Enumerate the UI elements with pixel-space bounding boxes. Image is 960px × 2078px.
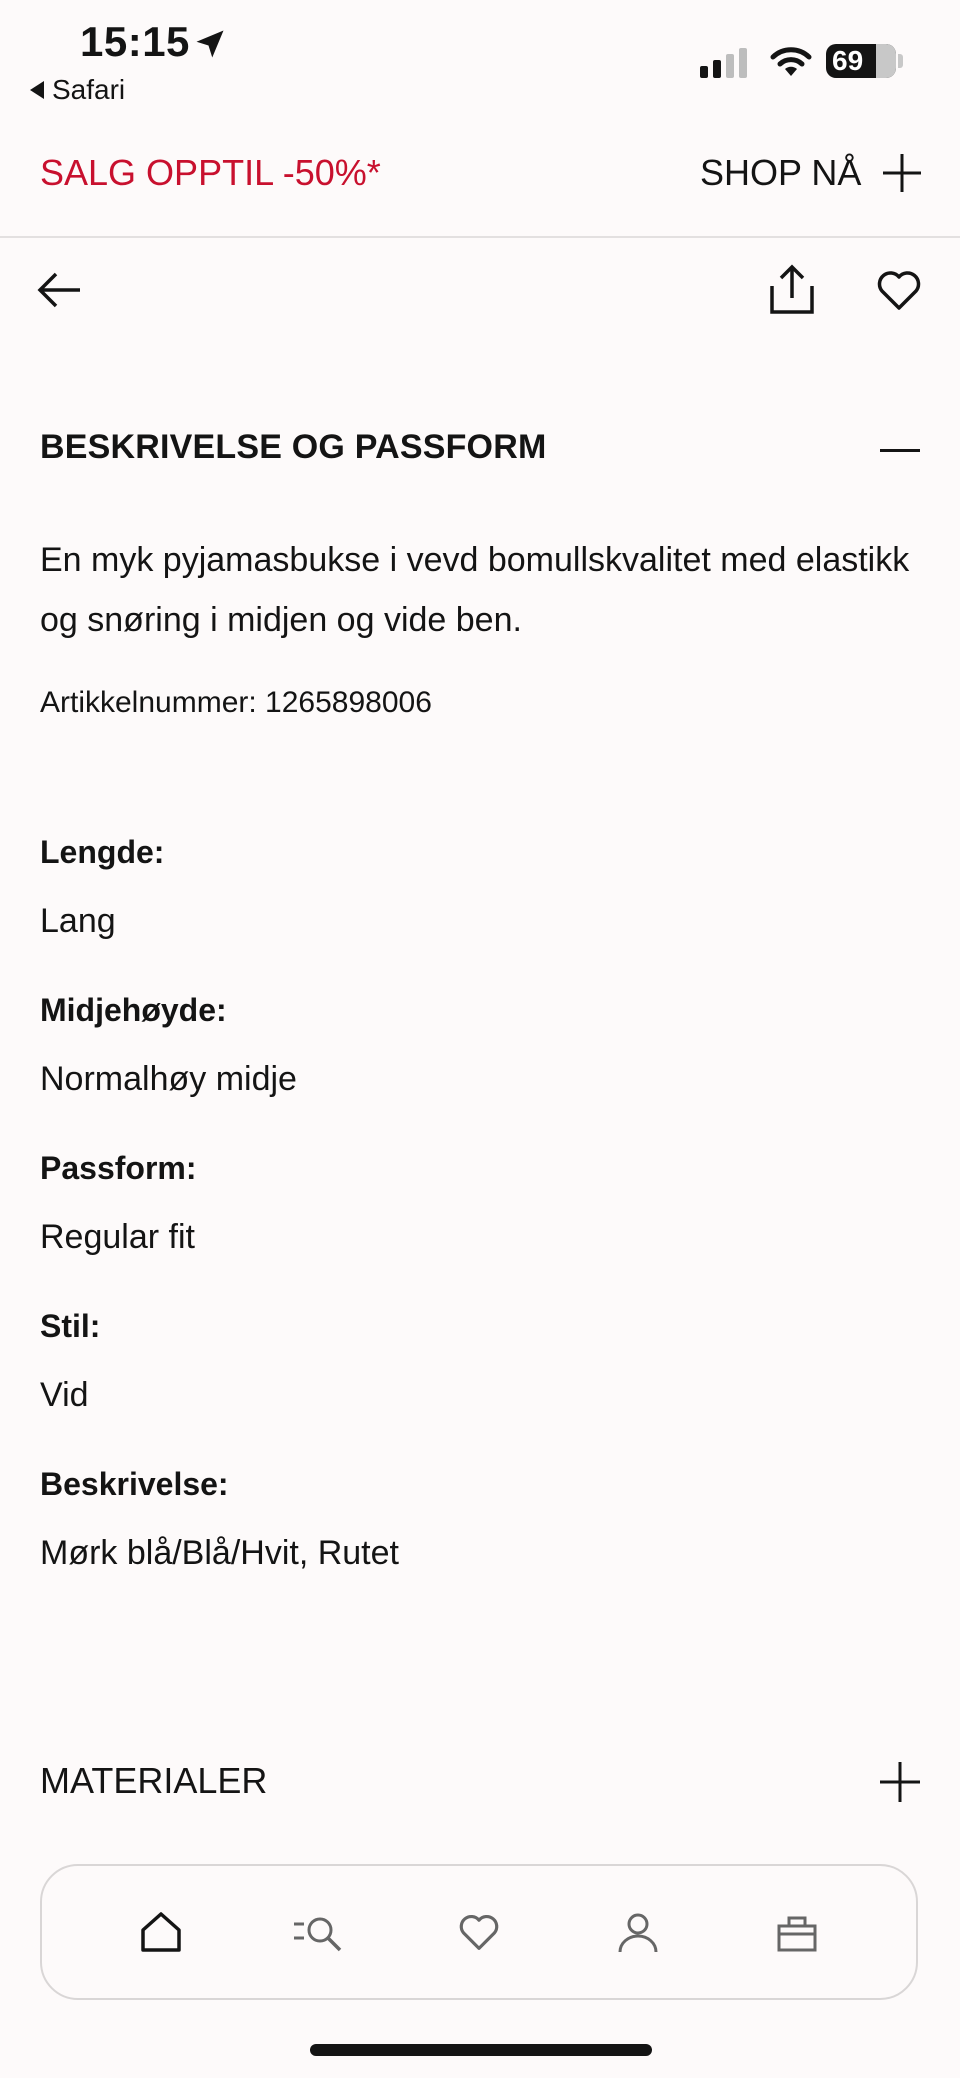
back-to-app-link[interactable] bbox=[30, 74, 125, 106]
tab-bag[interactable] bbox=[767, 1902, 827, 1962]
attribute-label-style: Stil: bbox=[40, 1308, 101, 1344]
attribute-value-fit: Regular fit bbox=[40, 1218, 195, 1256]
tab-search[interactable] bbox=[290, 1902, 350, 1962]
plus-icon bbox=[881, 152, 923, 194]
favorite-heart-icon[interactable] bbox=[876, 268, 922, 312]
attribute-label-length: Lengde: bbox=[40, 834, 165, 870]
attribute-value-length: Lang bbox=[40, 902, 116, 940]
article-number: Artikkelnummer: 1265898006 bbox=[40, 686, 432, 719]
bottom-tab-bar bbox=[40, 1864, 918, 2000]
back-triangle-icon bbox=[30, 81, 44, 99]
back-arrow-icon[interactable] bbox=[36, 266, 84, 314]
tab-favorites[interactable] bbox=[449, 1902, 509, 1962]
tab-home[interactable] bbox=[131, 1902, 191, 1962]
battery-nub bbox=[898, 54, 903, 68]
wifi-icon bbox=[768, 44, 814, 78]
battery-level: 69 bbox=[832, 45, 864, 76]
attribute-value-waist: Normalhøy midje bbox=[40, 1060, 297, 1098]
status-time: 15:15 bbox=[80, 18, 190, 65]
home-icon bbox=[139, 1910, 183, 1954]
shop-now-label: SHOP NÅ bbox=[700, 152, 862, 193]
shop-now-button[interactable] bbox=[700, 152, 923, 194]
attribute-value-style: Vid bbox=[40, 1376, 89, 1414]
tab-account[interactable] bbox=[608, 1902, 668, 1962]
header-divider bbox=[0, 236, 960, 238]
sale-banner-text[interactable]: SALG OPPTIL -50%* bbox=[40, 152, 381, 193]
location-arrow-icon bbox=[192, 26, 228, 62]
attribute-label-description: Beskrivelse: bbox=[40, 1466, 229, 1502]
materials-section-title[interactable]: MATERIALER bbox=[40, 1760, 268, 1801]
attribute-value-description: Mørk blå/Blå/Hvit, Rutet bbox=[40, 1534, 399, 1572]
back-app-label: Safari bbox=[52, 74, 126, 105]
section-title: BESKRIVELSE OG PASSFORM bbox=[40, 428, 547, 466]
attribute-label-waist: Midjehøyde: bbox=[40, 992, 227, 1028]
account-icon bbox=[616, 1910, 660, 1954]
bag-icon bbox=[775, 1910, 819, 1954]
product-description: En myk pyjamasbukse i vevd bomullskvalitet med elastikk og snøring i midjen og vide ben. bbox=[40, 541, 910, 639]
collapse-minus-icon[interactable] bbox=[880, 449, 920, 452]
attribute-label-fit: Passform: bbox=[40, 1150, 197, 1186]
cellular-signal-icon bbox=[700, 46, 747, 78]
home-indicator bbox=[310, 2044, 652, 2056]
heart-icon bbox=[457, 1912, 501, 1952]
battery-indicator bbox=[826, 44, 896, 78]
search-icon bbox=[292, 1910, 348, 1954]
expand-plus-icon[interactable] bbox=[878, 1760, 922, 1804]
share-icon[interactable] bbox=[768, 264, 816, 316]
